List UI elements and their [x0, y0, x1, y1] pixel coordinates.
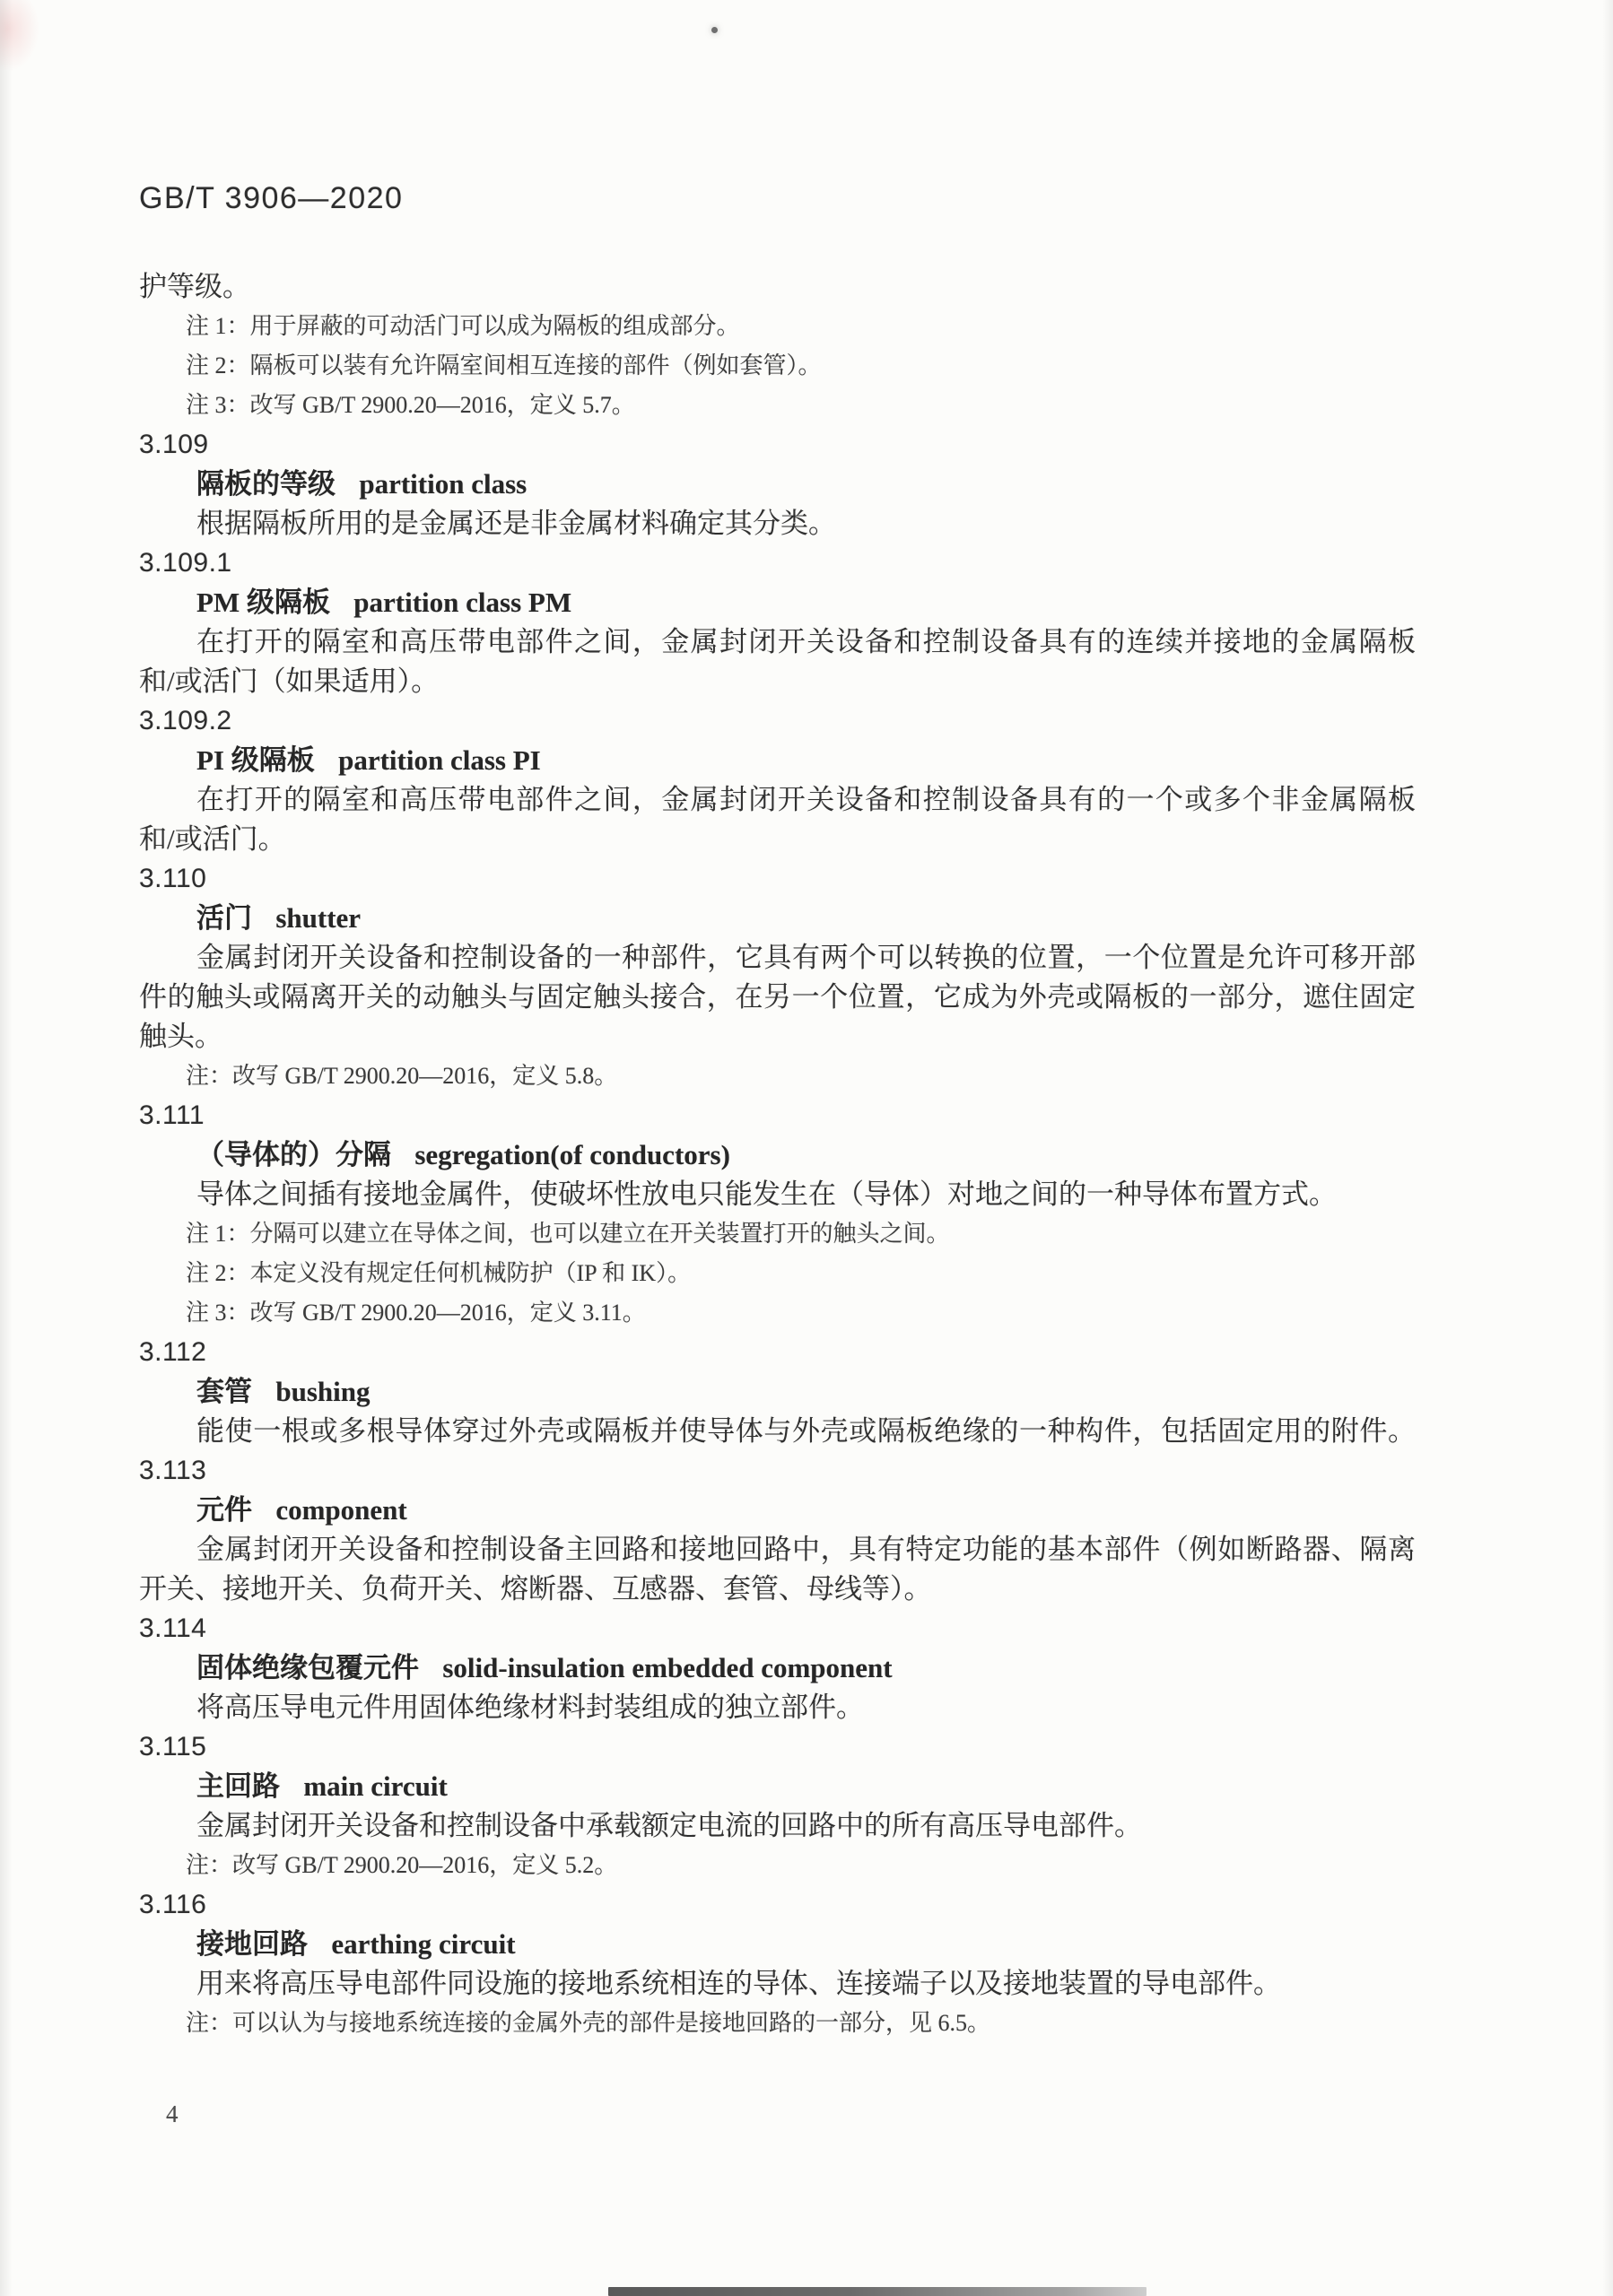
section-3.111 [139, 1096, 1416, 1333]
note: 注 3：改写 GB/T 2900.20—2016，定义 3.11。 [186, 1300, 646, 1326]
term-en: earthing circuit [331, 1928, 516, 1960]
intro-notes [139, 307, 1416, 425]
section-3.110 [139, 859, 1416, 1096]
definition-line: 触头。 [139, 1021, 222, 1052]
note: 注：改写 GB/T 2900.20—2016，定义 5.2。 [186, 1852, 618, 1878]
term-line [139, 465, 1416, 504]
term-en: component [275, 1494, 407, 1526]
definition-line: 根据隔板所用的是金属还是非金属材料确定其分类。 [196, 508, 836, 539]
note: 注 2：本定义没有规定任何机械防护（IP 和 IK）。 [186, 1260, 692, 1286]
section-number: 3.115 [139, 1732, 207, 1761]
section-3.109.1 [139, 544, 1416, 701]
section-3.114 [139, 1609, 1416, 1727]
term-en: partition class [359, 468, 527, 500]
term-cn: 元件 [196, 1494, 252, 1526]
section-number: 3.111 [139, 1100, 205, 1130]
term-line [139, 1372, 1416, 1412]
term-en: shutter [275, 902, 362, 934]
note: 注：改写 GB/T 2900.20—2016，定义 5.8。 [186, 1063, 618, 1089]
term-cn: 活门 [196, 902, 252, 934]
section-number: 3.110 [139, 864, 207, 893]
section-number: 3.109 [139, 430, 209, 459]
definition-line: 金属封闭开关设备和控制设备主回路和接地回路中，具有特定功能的基本部件（例如断路器、隔离 [196, 1534, 1416, 1565]
section-number: 3.113 [139, 1456, 207, 1485]
term-line [139, 583, 1416, 622]
term-cn: （导体的）分隔 [196, 1139, 391, 1170]
term-en: bushing [275, 1376, 371, 1407]
term-line [139, 1491, 1416, 1530]
note: 注 2：隔板可以装有允许隔室间相互连接的部件（例如套管）。 [186, 352, 822, 378]
definition-line: 导体之间插有接地金属件，使破坏性放电只能发生在（导体）对地之间的一种导体布置方式。 [196, 1178, 1337, 1210]
note: 注 1：用于屏蔽的可动活门可以成为隔板的组成部分。 [186, 313, 740, 339]
section-3.115 [139, 1727, 1416, 1885]
definition-line: 金属封闭开关设备和控制设备的一种部件，它具有两个可以转换的位置，一个位置是允许可移开部 [196, 942, 1416, 973]
section-3.112 [139, 1333, 1416, 1451]
term-line [139, 1135, 1416, 1175]
section-number: 3.109.1 [139, 548, 232, 578]
definition-line: 在打开的隔室和高压带电部件之间，金属封闭开关设备和控制设备具有的一个或多个非金属隔板 [196, 784, 1416, 815]
term-line [139, 899, 1416, 938]
section-3.109.2 [139, 701, 1416, 859]
definition-line: 和/或活门（如果适用）。 [139, 665, 440, 697]
page-number: 4 [166, 2100, 179, 2127]
term-en: partition class PM [353, 587, 572, 618]
scan-speck-dot [711, 27, 718, 33]
definition-line: 将高压导电元件用固体绝缘材料封装组成的独立部件。 [196, 1692, 864, 1723]
term-line [139, 1767, 1416, 1806]
scan-right-edge-shadow [1602, 0, 1613, 2296]
definition-line: 能使一根或多根导体穿过外壳或隔板并使导体与外壳或隔板绝缘的一种构件，包括固定用的附件。 [196, 1415, 1416, 1447]
term-en: solid-insulation embedded component [442, 1652, 893, 1683]
term-line [139, 1925, 1416, 1964]
definition-line: 金属封闭开关设备和控制设备中承载额定电流的回路中的所有高压导电部件。 [196, 1810, 1142, 1841]
definition-line: 和/或活门。 [139, 823, 286, 855]
term-cn: PM 级隔板 [196, 587, 330, 618]
section-number: 3.112 [139, 1337, 207, 1367]
term-en: main circuit [303, 1770, 448, 1802]
definition-line: 开关、接地开关、负荷开关、熔断器、互感器、套管、母线等）。 [139, 1573, 932, 1605]
section-number: 3.109.2 [139, 706, 232, 735]
note: 注：可以认为与接地系统连接的金属外壳的部件是接地回路的一部分，见 6.5。 [186, 2010, 991, 2036]
section-3.109 [139, 425, 1416, 544]
term-en: partition class PI [338, 744, 541, 776]
term-cn: 隔板的等级 [196, 468, 336, 500]
standard-code: GB/T 3906—2020 [139, 181, 404, 215]
note: 注 3：改写 GB/T 2900.20—2016，定义 5.7。 [186, 392, 635, 418]
term-cn: 接地回路 [196, 1928, 308, 1960]
section-number: 3.116 [139, 1890, 207, 1919]
scan-left-edge-shadow [0, 0, 13, 2296]
term-en: segregation(of conductors) [414, 1139, 730, 1170]
term-cn: 主回路 [196, 1770, 280, 1802]
term-line [139, 1648, 1416, 1688]
section-3.116 [139, 1885, 1416, 2043]
definition-line: 用来将高压导电部件同设施的接地系统相连的导体、连接端子以及接地装置的导电部件。 [196, 1968, 1281, 1999]
scan-corner-smudge [0, 0, 39, 72]
section-number: 3.114 [139, 1613, 207, 1643]
section-3.113 [139, 1451, 1416, 1609]
scan-bottom-bar [608, 2287, 1147, 2296]
definition-line: 在打开的隔室和高压带电部件之间，金属封闭开关设备和控制设备具有的连续并接地的金属隔板 [196, 626, 1416, 657]
term-cn: PI 级隔板 [196, 744, 315, 776]
note: 注 1：分隔可以建立在导体之间，也可以建立在开关装置打开的触头之间。 [186, 1221, 950, 1247]
definition-line: 件的触头或隔离开关的动触头与固定触头接合，在另一个位置，它成为外壳或隔板的一部分，遮住固定 [139, 981, 1416, 1013]
term-line [139, 741, 1416, 780]
continuation-text: 护等级。 [139, 271, 250, 302]
term-cn: 套管 [196, 1376, 252, 1407]
term-cn: 固体绝缘包覆元件 [196, 1652, 419, 1683]
